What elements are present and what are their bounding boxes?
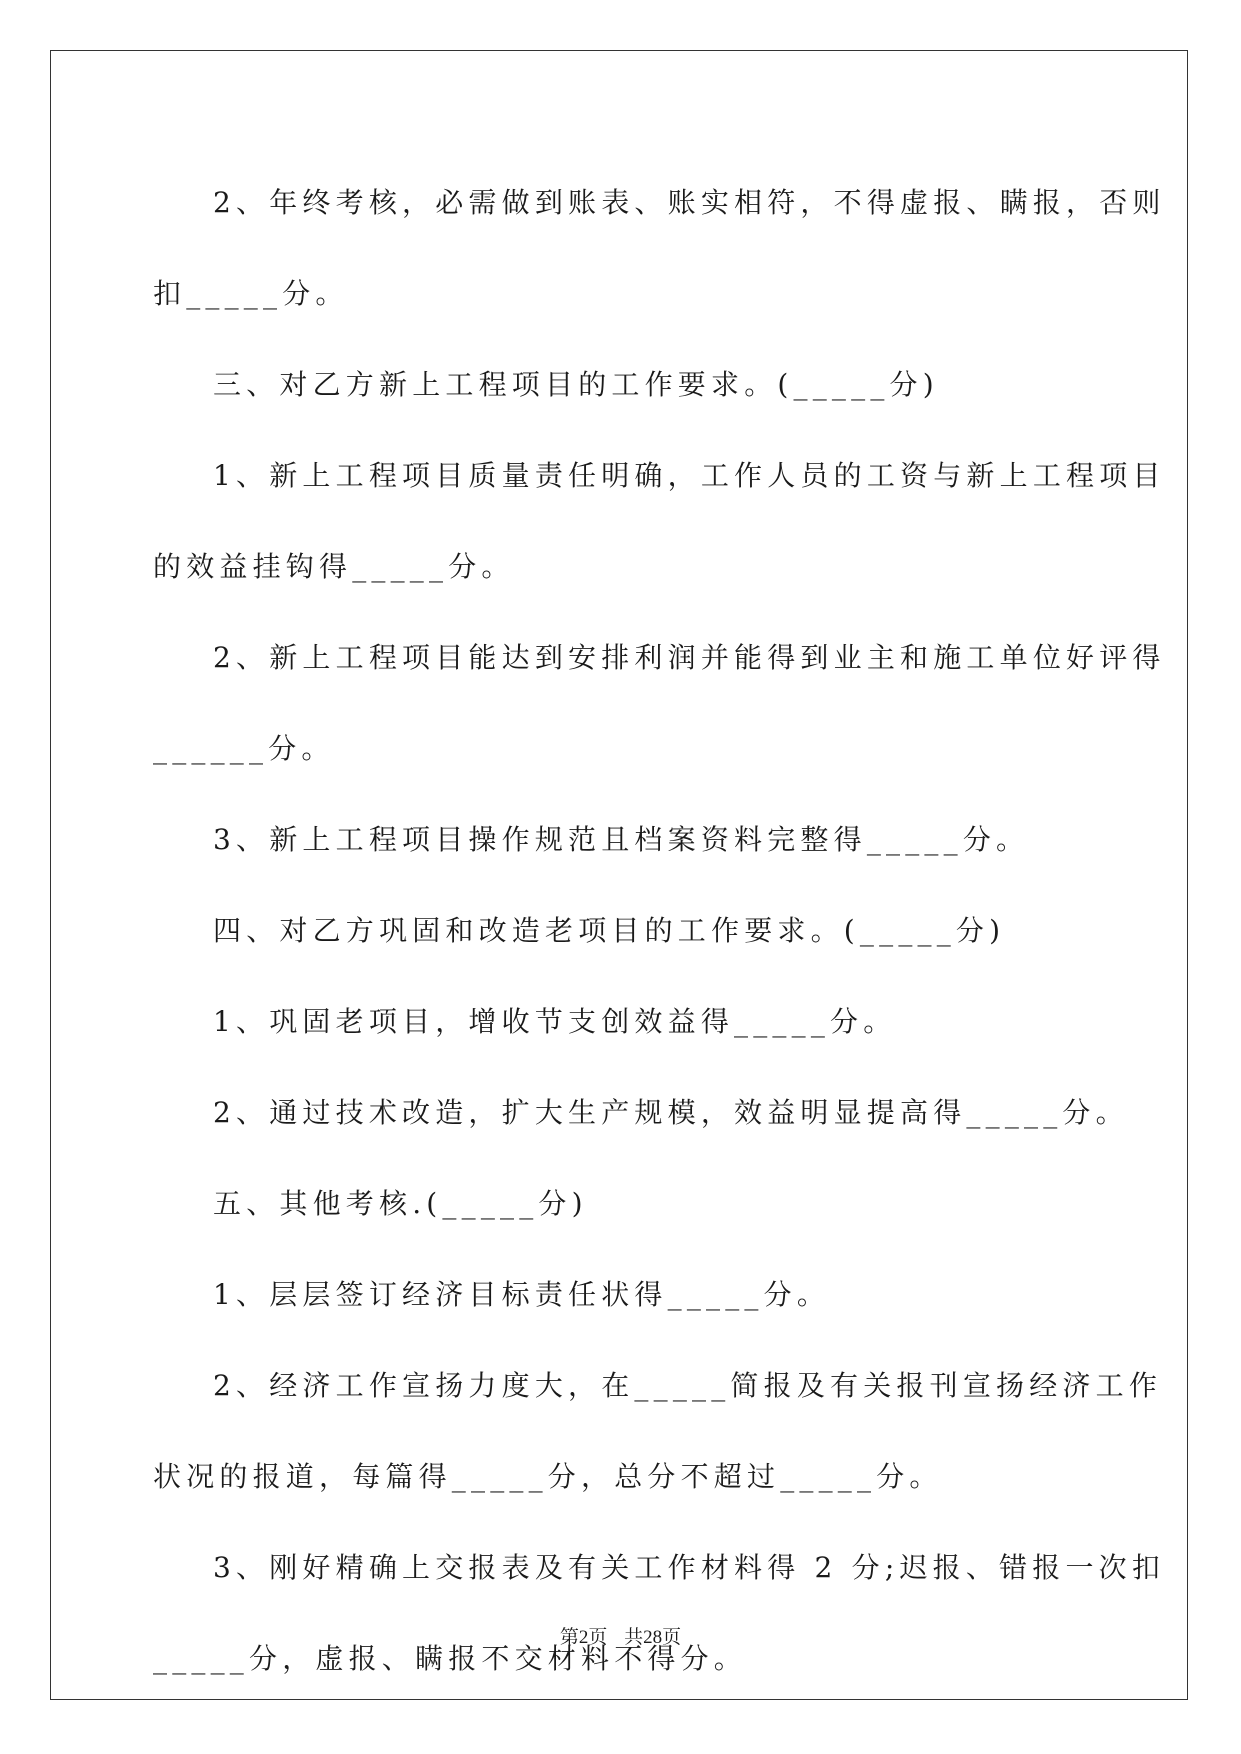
total-pages: 共28页 <box>624 1627 682 1648</box>
document-body <box>153 157 1166 1704</box>
paragraph-line: 状况的报道，每篇得_____分，总分不超过_____分。 <box>153 1460 943 1493</box>
page-number: 第2页 <box>559 1627 608 1648</box>
paragraph-line: 2、经济工作宣扬力度大，在_____简报及有关报刊宣扬经济工作 <box>213 1369 1163 1402</box>
paragraph-line: 扣_____分。 <box>153 277 349 310</box>
section-heading: 三、对乙方新上工程项目的工作要求。(_____分) <box>213 368 939 401</box>
paragraph-line: 2、通过技术改造，扩大生产规模，效益明显提高得_____分。 <box>213 1096 1129 1129</box>
paragraph-line: _____分，虚报、瞒报不交材料不得分。 <box>153 1642 748 1675</box>
paragraph-line: 2、新上工程项目能达到安排利润并能得到业主和施工单位好评得 <box>213 641 1166 674</box>
section-heading: 四、对乙方巩固和改造老项目的工作要求。(_____分) <box>213 914 1006 947</box>
paragraph-line: 2、年终考核，必需做到账表、账实相符，不得虚报、瞒报，否则 <box>213 186 1166 219</box>
paragraph-line: 3、新上工程项目操作规范且档案资料完整得_____分。 <box>213 823 1030 856</box>
paragraph-line: ______分。 <box>153 732 335 765</box>
paragraph-line: 1、新上工程项目质量责任明确，工作人员的工资与新上工程项目 <box>213 459 1166 492</box>
paragraph-line: 1、巩固老项目，增收节支创效益得_____分。 <box>213 1005 897 1038</box>
page-footer <box>0 1622 1241 1649</box>
section-heading: 五、其他考核.(_____分) <box>213 1187 588 1220</box>
paragraph-line: 3、刚好精确上交报表及有关工作材料得 2 分;迟报、错报一次扣 <box>213 1551 1166 1584</box>
paragraph-line: 1、层层签订经济目标责任状得_____分。 <box>213 1278 831 1311</box>
paragraph-line: 的效益挂钩得_____分。 <box>153 550 515 583</box>
